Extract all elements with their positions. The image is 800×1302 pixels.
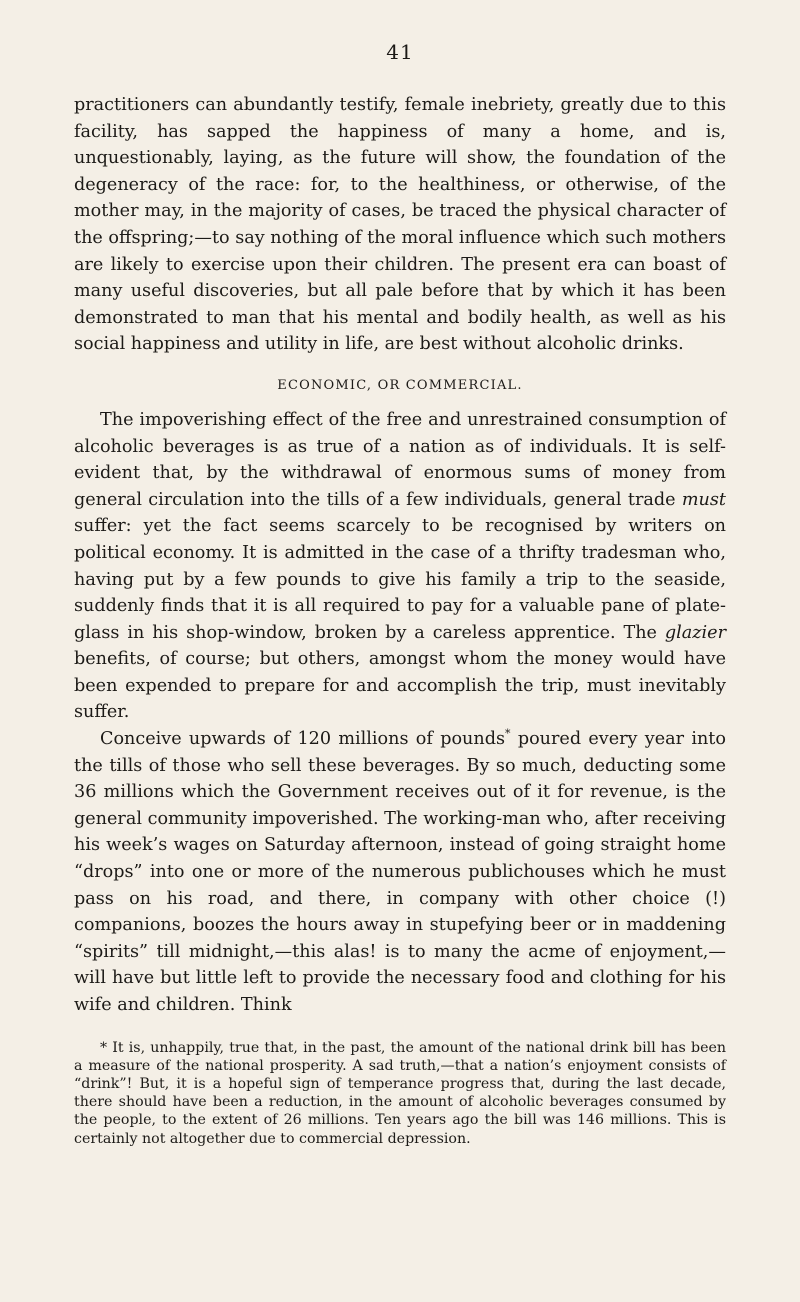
footnote <box>74 1039 726 1148</box>
page-number: 41 <box>386 40 414 64</box>
page-content <box>74 92 726 1148</box>
body-text <box>74 92 726 1019</box>
emphasis-glazier: glazier <box>664 622 726 643</box>
paragraph-3-part-2: poured every year into the tills of those who sell these beverages. By so much, deducting some 36 millions which the Government receives out of it for revenue, is the general community impoverished. The working-man who, after receiving his week’s wages on Saturday afternoon, instead of going straight home “drops” into one or more of the numerous publichouses which he must pass on his road, and there, in company with other choice (!) companions, boozes the hours away in stupefying beer or in maddening “spirits” till midnight,—this alas! is to many the acme of enjoyment,—will have but little left to provide the necessary food and clothing for his wife and children. Think <box>74 729 726 1015</box>
paragraph-3-part-1: Conceive upwards of 120 millions of pounds <box>100 729 506 750</box>
emphasis-must: must <box>681 489 726 510</box>
paragraph-2-part-3: benefits, of course; but others, amongst whom the money would have been expended to prepare for and accomplish the trip, must inevitably suffer. <box>74 649 726 723</box>
paragraph-2-part-1: The impoverishing effect of the free and unrestrained consumption of alcoholic beverages is as true of a nation as of individuals. It is self-evident that, by the withdrawal of enormous sums of money from general circulation into the tills of a few individuals, general trade <box>74 409 726 510</box>
paragraph-3 <box>74 726 726 1019</box>
footnote-mark: * <box>100 1039 108 1056</box>
footnote-reference: * <box>505 727 511 741</box>
paragraph-2-part-2: suffer: yet the fact seems scarcely to be recognised by writers on political economy. It is admitted in the case of a thrifty tradesman who, having put by a few pounds to give his family a trip to the seaside, suddenly finds that it is all required to pay for a valuable pane of plate-glass in his shop-window, broken by a careless apprentice. The <box>74 516 726 643</box>
paragraph-1: practitioners can abundantly testify, female inebriety, greatly due to this facility, has sapped the happiness of many a home, and is, unquestionably, laying, as the future will show, the foundation of the degeneracy of the race: for, to the healthiness, or otherwise, of the mother may, in the majority of cases, be traced the physical character of the offspring;—to say nothing of the moral influence which such mothers are likely to exercise upon their children. The present era can boast of many useful discoveries, but all pale before that by which it has been demonstrated to man that his mental and bodily health, as well as his social happiness and utility in life, are best without alcoholic drinks. <box>74 95 726 355</box>
footnote-text: It is, unhappily, true that, in the past, the amount of the national drink bill has been a measure of the national prosperity. A sad truth,—that a nation’s enjoyment consists of “drink”! But, it is a hopeful sign of temperance progress that, during the last decade, there should have been a reduction, in the amount of alcoholic beverages consumed by the people, to the extent of 26 millions. Ten years ago the bill was 146 millions. This is certainly not altogether due to commercial depression. <box>74 1039 726 1147</box>
section-heading: ECONOMIC, OR COMMERCIAL. <box>277 377 523 393</box>
paragraph-2 <box>74 407 726 726</box>
